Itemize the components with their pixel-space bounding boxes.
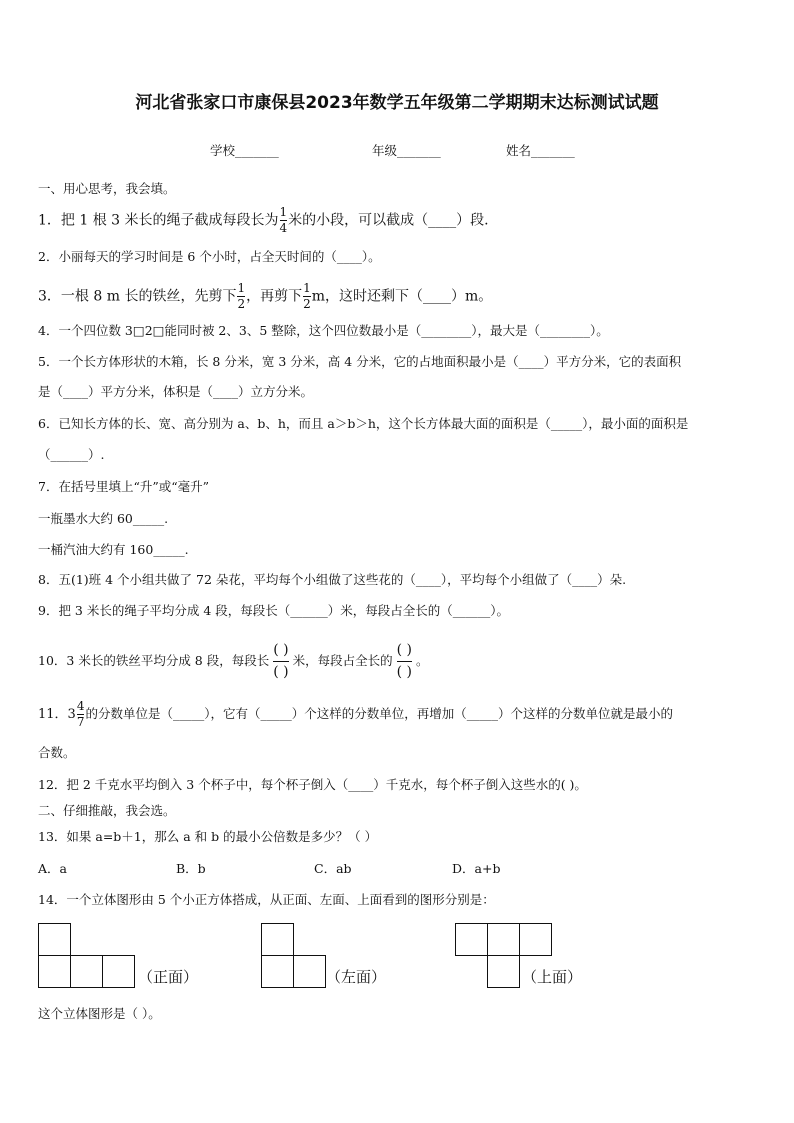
top-view-cell (487, 923, 520, 956)
question-2: 2．小丽每天的学习时间是 6 个小时，占全天时间的（____）。 (38, 249, 381, 264)
left-view-label: （左面） (326, 968, 387, 986)
q13-option-d: D．a+b (452, 861, 501, 876)
q11-mixed-whole: 11．3 (38, 707, 76, 722)
q3-fraction-2 (303, 282, 311, 311)
q10-blank-fraction-1 (273, 642, 288, 681)
q1-text-pre: 1．把 1 根 3 米长的绳子截成每段长为 (38, 212, 279, 229)
top-view-label: （上面） (522, 968, 583, 986)
left-view-cell (261, 955, 294, 988)
q10-blank-fraction-2 (397, 642, 412, 681)
question-10 (38, 642, 429, 681)
q11-fraction-num: 4 (76, 699, 85, 713)
front-view-cell (38, 923, 71, 956)
q10-blank-2-num: ( ) (396, 642, 412, 658)
section-1-heading: 一、用心思考，我会填。 (38, 181, 176, 196)
question-7: 7．在括号里填上“升”或“毫升” (38, 479, 210, 494)
name-field: 姓名_______ (506, 143, 575, 158)
q3-fraction-1-den: 2 (237, 297, 246, 311)
q11-fraction-den: 7 (76, 715, 85, 729)
q1-fraction-num: 1 (279, 205, 288, 219)
q10-text-post: 。 (416, 653, 429, 668)
q10-text-mid: 米，每段占全长的 (292, 653, 393, 668)
grade-field: 年级_______ (372, 143, 441, 158)
section-2-heading: 二、仔细推敲，我会选。 (38, 803, 176, 818)
question-14: 14．一个立体图形由 5 个小正方体搭成，从正面、左面、上面看到的图形分别是： (38, 892, 495, 907)
question-5-line-1: 5．一个长方体形状的木箱，长 8 分米，宽 3 分米，高 4 分米，它的占地面积最小是（____）平方分米，它的表面积 (38, 354, 682, 369)
q3-text-post: m，这时还剩下（____）m。 (311, 288, 493, 305)
q3-text-pre: 3．一根 8 m 长的铁丝，先剪下 (38, 288, 237, 305)
q11-text-post: 的分数单位是（_____），它有（_____）个这样的分数单位，再增加（_____）个这样的分数单位就是最小的 (85, 706, 673, 721)
question-11-line-1 (38, 700, 673, 729)
question-12: 12．把 2 千克水平均倒入 3 个杯子中，每个杯子倒入（____）千克水，每个杯子倒入这些水的( )。 (38, 777, 587, 792)
question-7-item-a: 一瓶墨水大约 60_____. (38, 511, 169, 526)
q10-blank-2-den: ( ) (396, 664, 412, 680)
question-4: 4．一个四位数 3□2□能同时被 2、3、5 整除，这个四位数最小是（________），最大是（________）。 (38, 323, 609, 338)
question-8: 8．五(1)班 4 个小组共做了 72 朵花，平均每个小组做了这些花的（____），平均每个小组做了（____）朵. (38, 572, 627, 587)
front-view-label: （正面） (138, 968, 199, 986)
q3-fraction-2-num: 1 (303, 281, 311, 295)
q3-fraction-2-den: 2 (303, 297, 311, 311)
q3-fraction-1-num: 1 (237, 281, 246, 295)
school-field: 学校_______ (210, 143, 279, 158)
question-1 (38, 206, 489, 235)
question-11-line-2: 合数。 (38, 745, 76, 760)
question-14-answer: 这个立体图形是（ ）。 (38, 1006, 161, 1021)
front-view-cell (38, 955, 71, 988)
question-5-line-2: 是（____）平方分米，体积是（____）立方分米。 (38, 384, 314, 399)
top-view-cell (519, 923, 552, 956)
q13-option-c: C．ab (314, 861, 352, 876)
q3-text-mid: ，再剪下 (246, 288, 303, 305)
front-view-cell (102, 955, 135, 988)
q10-blank-1-num: ( ) (273, 642, 289, 658)
top-view-cell (455, 923, 488, 956)
left-view-cell (261, 923, 294, 956)
q13-option-a: A．a (38, 861, 67, 876)
q1-fraction-den: 4 (279, 221, 288, 235)
question-3 (38, 282, 492, 311)
q10-text-pre: 10．3 米长的铁丝平均分成 8 段，每段长 (38, 653, 270, 668)
q11-fraction (77, 700, 85, 729)
q3-fraction-1 (237, 282, 245, 311)
page-title: 河北省张家口市康保县2023年数学五年级第二学期期末达标测试试题 (135, 93, 659, 113)
q1-fraction (280, 206, 288, 235)
q13-option-b: B．b (176, 861, 206, 876)
question-9: 9．把 3 米长的绳子平均分成 4 段，每段长（______）米，每段占全长的（______）。 (38, 603, 510, 618)
q10-blank-1-den: ( ) (273, 664, 289, 680)
q1-text-post: 米的小段，可以截成（____）段. (288, 212, 489, 229)
question-7-item-b: 一桶汽油大约有 160_____. (38, 542, 189, 557)
question-6-line-2: （______）. (38, 447, 105, 462)
left-view-cell (293, 955, 326, 988)
top-view-cell (487, 955, 520, 988)
question-6-line-1: 6．已知长方体的长、宽、高分别为 a、b、h，而且 a＞b＞h，这个长方体最大面的面积是（_____），最小面的面积是 (38, 416, 689, 431)
front-view-cell (70, 955, 103, 988)
question-13: 13．如果 a=b＋1，那么 a 和 b 的最小公倍数是多少？（ ） (38, 829, 378, 844)
